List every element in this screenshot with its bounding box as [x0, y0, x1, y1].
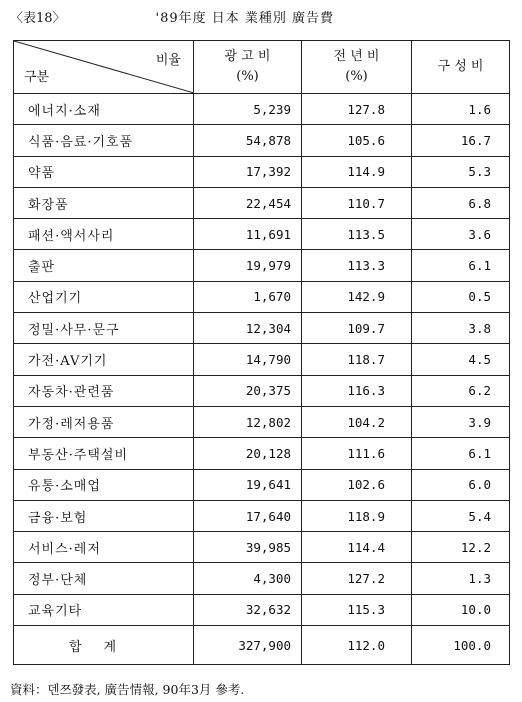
- share-cell: 6.1: [412, 250, 510, 281]
- yoy-cell: 127.2: [302, 563, 412, 594]
- header-category: 구분: [24, 70, 50, 85]
- header-share: [412, 41, 510, 94]
- share-cell: 6.8: [412, 187, 510, 218]
- table-body: [14, 94, 510, 626]
- share-cell: 3.8: [412, 313, 510, 344]
- category-cell: 서비스·레저: [14, 532, 194, 563]
- header-ad-cost: [194, 41, 302, 94]
- table-row: [14, 156, 510, 187]
- share-cell: 12.2: [412, 532, 510, 563]
- ad-cost-cell: 5,239: [194, 94, 302, 125]
- table-row: [14, 94, 510, 125]
- share-cell: 4.5: [412, 344, 510, 375]
- table-row: [14, 500, 510, 531]
- header-ad-cost-label: 광 고 비: [224, 49, 271, 64]
- category-cell: 패션·액서사리: [14, 219, 194, 250]
- yoy-cell: 113.5: [302, 219, 412, 250]
- share-cell: 1.3: [412, 563, 510, 594]
- yoy-cell: 118.9: [302, 500, 412, 531]
- table-row: [14, 187, 510, 218]
- header-yoy-unit: (%): [345, 69, 368, 84]
- ad-cost-cell: 11,691: [194, 219, 302, 250]
- table-row: [14, 438, 510, 469]
- category-cell: 산업기기: [14, 281, 194, 312]
- table-row: [14, 375, 510, 406]
- ad-cost-cell: 4,300: [194, 563, 302, 594]
- table-row: [14, 532, 510, 563]
- ad-cost-cell: 54,878: [194, 125, 302, 156]
- yoy-cell: 102.6: [302, 469, 412, 500]
- ad-cost-cell: 20,375: [194, 375, 302, 406]
- category-cell: 약품: [14, 156, 194, 187]
- category-cell: 화장품: [14, 187, 194, 218]
- total-ad-cost: 327,900: [194, 626, 302, 665]
- ad-cost-cell: 22,454: [194, 187, 302, 218]
- header-yoy-label: 전 년 비: [333, 49, 380, 64]
- category-cell: 자동차·관련품: [14, 375, 194, 406]
- category-cell: 교육기타: [14, 594, 194, 625]
- share-cell: 3.6: [412, 219, 510, 250]
- ad-cost-cell: 17,392: [194, 156, 302, 187]
- source-note: 資料：덴쯔發表, 廣告情報, 90年3月 參考.: [10, 682, 245, 697]
- ad-cost-cell: 17,640: [194, 500, 302, 531]
- yoy-cell: 115.3: [302, 594, 412, 625]
- ad-cost-cell: 19,979: [194, 250, 302, 281]
- table-row: [14, 281, 510, 312]
- yoy-cell: 113.3: [302, 250, 412, 281]
- table-title-row: [6, 4, 516, 28]
- ad-cost-cell: 39,985: [194, 532, 302, 563]
- category-cell: 정부·단체: [14, 563, 194, 594]
- share-cell: 0.5: [412, 281, 510, 312]
- header-ratio: 비율: [155, 53, 181, 68]
- category-cell: 부동산·주택설비: [14, 438, 194, 469]
- share-cell: 6.2: [412, 375, 510, 406]
- table-row: [14, 344, 510, 375]
- ad-cost-cell: 1,670: [194, 281, 302, 312]
- table-number-label: 〈表18〉: [10, 10, 66, 26]
- ad-cost-cell: 19,641: [194, 469, 302, 500]
- ad-cost-cell: 12,802: [194, 406, 302, 437]
- ad-cost-cell: 32,632: [194, 594, 302, 625]
- table-row: [14, 125, 510, 156]
- category-cell: 가전·AV기기: [14, 344, 194, 375]
- header-ad-cost-unit: (%): [236, 69, 259, 84]
- yoy-cell: 109.7: [302, 313, 412, 344]
- table-row: [14, 563, 510, 594]
- ad-cost-cell: 12,304: [194, 313, 302, 344]
- share-cell: 6.0: [412, 469, 510, 500]
- table-row: [14, 406, 510, 437]
- table-row: [14, 313, 510, 344]
- yoy-cell: 127.8: [302, 94, 412, 125]
- ad-expense-table: [13, 40, 510, 665]
- table-row: [14, 250, 510, 281]
- category-cell: 가정·레저용품: [14, 406, 194, 437]
- header-yoy: [302, 41, 412, 94]
- share-cell: 10.0: [412, 594, 510, 625]
- category-cell: 출판: [14, 250, 194, 281]
- share-cell: 5.4: [412, 500, 510, 531]
- yoy-cell: 118.7: [302, 344, 412, 375]
- table-row: [14, 469, 510, 500]
- total-row: [14, 626, 510, 665]
- category-cell: 에너지·소재: [14, 94, 194, 125]
- yoy-cell: 116.3: [302, 375, 412, 406]
- share-cell: 1.6: [412, 94, 510, 125]
- yoy-cell: 142.9: [302, 281, 412, 312]
- total-label: 합계: [14, 626, 194, 665]
- share-cell: 16.7: [412, 125, 510, 156]
- category-cell: 정밀·사무·문구: [14, 313, 194, 344]
- total-yoy: 112.0: [302, 626, 412, 665]
- yoy-cell: 105.6: [302, 125, 412, 156]
- share-cell: 6.1: [412, 438, 510, 469]
- share-cell: 3.9: [412, 406, 510, 437]
- ad-cost-cell: 14,790: [194, 344, 302, 375]
- category-cell: 식품·음료·기호품: [14, 125, 194, 156]
- yoy-cell: 114.4: [302, 532, 412, 563]
- yoy-cell: 114.9: [302, 156, 412, 187]
- diagonal-header-cell: [14, 41, 194, 94]
- header-row: [14, 41, 510, 94]
- yoy-cell: 104.2: [302, 406, 412, 437]
- table-title: '89年度 日本 業種別 廣告費: [155, 10, 335, 26]
- table-row: [14, 594, 510, 625]
- category-cell: 금융·보험: [14, 500, 194, 531]
- table-row: [14, 219, 510, 250]
- ad-cost-cell: 20,128: [194, 438, 302, 469]
- yoy-cell: 110.7: [302, 187, 412, 218]
- header-share-label: 구 성 비: [437, 59, 484, 74]
- yoy-cell: 111.6: [302, 438, 412, 469]
- category-cell: 유통·소매업: [14, 469, 194, 500]
- total-share: 100.0: [412, 626, 510, 665]
- share-cell: 5.3: [412, 156, 510, 187]
